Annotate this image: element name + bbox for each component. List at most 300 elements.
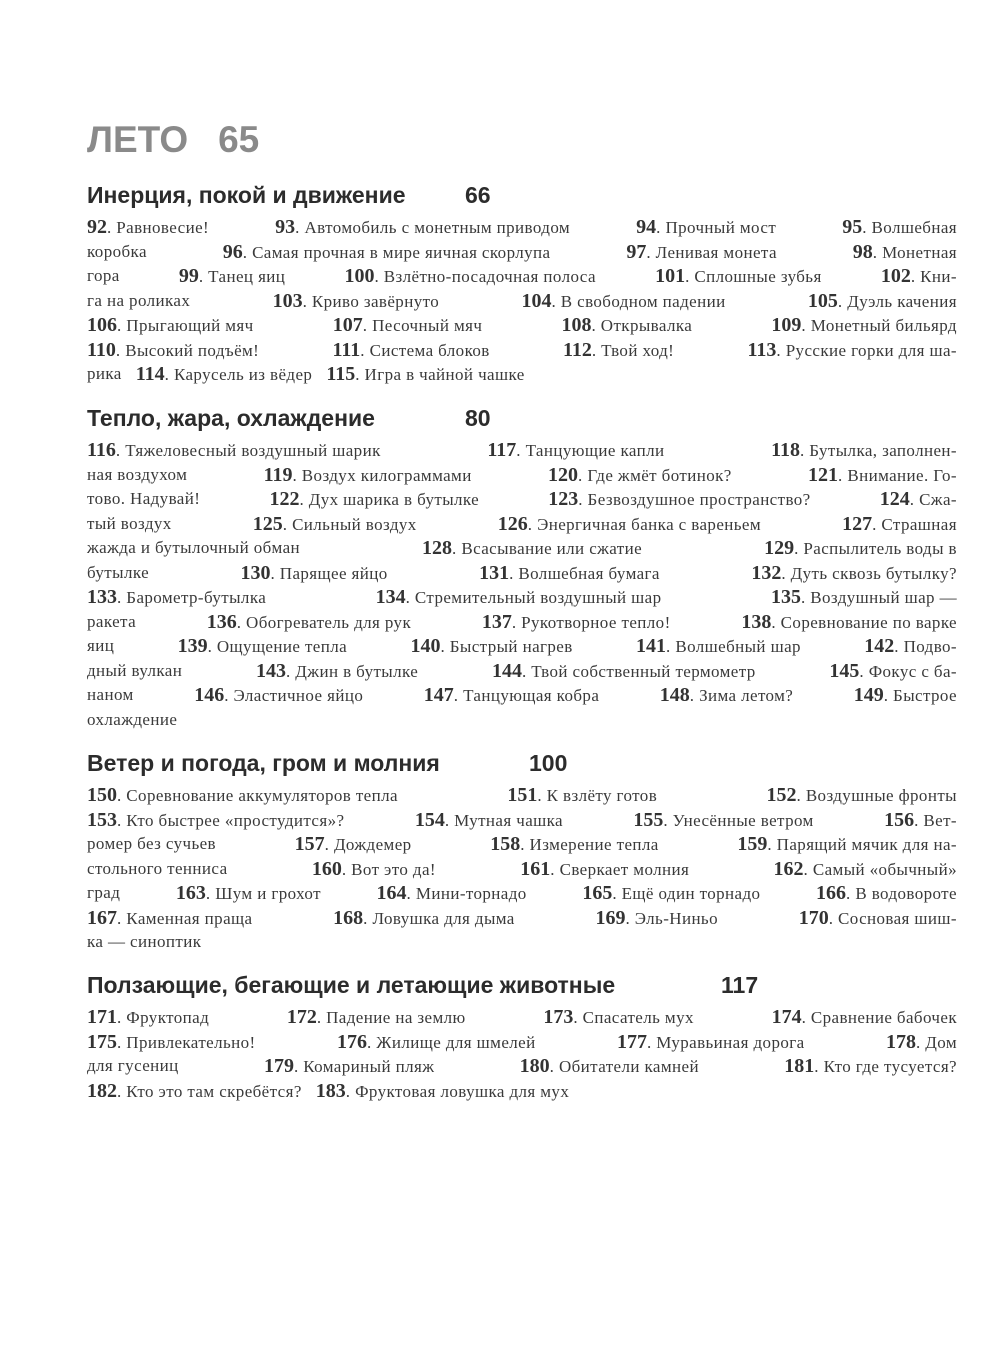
entry-number: 139 [177,635,208,657]
toc-entry [617,1030,805,1055]
entry-number: 134 [375,586,406,608]
toc-entry [520,1054,699,1079]
toc-line [87,536,957,561]
entry-title: тый воздух [87,513,172,533]
toc-entry [548,487,810,512]
entry-number: 156 [884,808,915,831]
toc-entry [178,634,348,659]
toc-line [87,215,957,240]
entry-title: . Твой собственный термометр [521,661,756,681]
entry-title: . Ловушка для дыма [363,908,515,928]
toc-entry [194,683,363,708]
toc-entry [253,512,417,537]
toc-entry [87,215,209,240]
part-title [87,118,259,162]
toc-line [87,906,957,931]
entry-number: 165 [582,882,613,904]
entry-number: 151 [507,784,538,806]
toc-entry [87,264,120,289]
toc-entry [87,1054,179,1079]
entry-number: 178 [885,1030,916,1053]
entry-title: . Каменная праща [117,908,253,928]
entry-number: 180 [519,1055,550,1077]
toc-entry [842,512,957,537]
entry-number: 98 [852,240,873,263]
toc-entry [507,783,657,808]
section-heading [87,404,957,432]
toc-entry [799,906,957,931]
toc-entry [87,832,216,857]
entry-number: 153 [87,808,117,831]
toc-line [87,438,957,463]
entry-number: 179 [263,1055,294,1077]
entry-title: . Прочный мост [656,218,777,237]
entry-title: . Сравнение бабочек [801,1008,957,1027]
entry-title: . Русские горки для ша- [776,340,957,360]
section-title: Инерция, покой и движение [87,182,406,208]
entry-number: 96 [222,240,243,263]
entry-title: . Высокий подъём! [115,340,260,360]
entry-number: 158 [490,833,521,855]
entry-number: 136 [206,610,237,633]
toc-line [87,610,957,635]
entry-title: ка — синоптик [87,932,202,951]
toc-entry [808,463,957,488]
toc-line [87,463,957,488]
toc-entry [626,240,777,265]
entry-number: 140 [410,635,441,657]
entry-title: . Сплошные зубья [685,267,822,286]
entry-number: 133 [87,586,117,608]
section-heat [87,404,957,732]
entry-number: 102 [880,265,911,287]
toc-entry [87,906,252,931]
entry-title: . Открывалка [591,316,693,335]
entry-title: дный вулкан [87,660,183,680]
toc-entry [87,585,266,610]
entry-title: охлаждение [87,709,178,729]
entry-number: 175 [87,1030,117,1053]
entry-number: 108 [561,314,592,336]
toc-entry [562,313,693,338]
entry-number: 107 [332,314,363,336]
entry-title: . Волшебная бумага [509,563,660,583]
toc-line [87,289,957,314]
entry-number: 99 [178,265,199,287]
entry-number: 137 [481,610,512,633]
toc-entry [344,264,595,289]
section-title: Ползающие, бегающие и летающие животные [87,972,616,998]
toc-entry [207,610,411,635]
entry-number: 112 [562,338,592,361]
entry-title: . Самая прочная в мире яичная скорлупа [242,242,551,262]
entry-title: . Сильный воздух [282,514,417,534]
entry-title: стольного тенниса [87,858,228,878]
entry-title: . Подво- [894,637,957,656]
entry-number: 146 [194,684,225,706]
section-heading [87,971,957,999]
entry-title: . Парящее яйцо [270,563,388,583]
entry-number: 164 [376,882,407,904]
toc-entry [264,1054,434,1079]
entry-title: . Ощущение тепла [207,637,348,656]
entry-title: . Твой ход! [591,340,675,360]
entry-title: . Джин в бутылке [286,661,419,681]
entry-number: 101 [655,265,686,287]
entry-number: 124 [879,488,910,510]
entry-title: . Монетный бильярд [801,316,957,335]
entry-number: 174 [771,1006,802,1028]
entry-title: . Кто где тусуется? [814,1057,957,1076]
toc-entry [854,683,957,708]
entry-title: . Воздушный шар — [800,588,957,607]
entry-number: 162 [773,857,804,880]
toc-entry [487,438,664,463]
entry-number: 129 [764,537,795,559]
entry-title: . Страшная [872,514,957,534]
entry-title: . Самый «обычный» [803,859,957,879]
entry-number: 113 [747,338,777,361]
entry-title: . Вет- [914,810,957,830]
entry-title: . Тяжеловесный воздушный шарик [115,441,381,460]
toc-entry [498,512,761,537]
entry-title: гора [87,266,120,285]
toc-entry [269,487,479,512]
toc-line [87,857,957,882]
entry-title: . Рукотворное тепло! [511,612,671,632]
toc-line [87,1030,957,1055]
section-title: Ветер и погода, гром и молния [87,750,440,776]
entry-title: . Волшебная [862,218,957,237]
toc-entry [240,561,387,586]
entry-title: . Фокус с ба- [859,661,957,681]
entry-number: 141 [636,635,667,657]
entry-number: 150 [87,784,117,806]
entry-title: . Внимание. Го- [838,465,957,485]
toc-entry [179,264,285,289]
toc-entry [87,338,259,363]
entry-title: . Дуть сквозь бутылку? [781,563,957,583]
entry-title: . Привлекательно! [117,1032,256,1052]
toc-entry [223,240,551,265]
toc-line [87,708,957,733]
entry-title: . Система блоков [360,340,490,360]
toc-entry [884,808,957,833]
entry-title: . В свободном падении [551,291,726,311]
entry-number: 135 [770,586,801,608]
entry-title: . Падение на землю [316,1008,466,1027]
entry-title: . Быстрое [883,686,957,705]
section-animals [87,971,957,1103]
section-heading [87,749,957,777]
toc-entry [295,832,412,857]
toc-entry [886,1030,957,1055]
entry-number: 145 [829,659,860,682]
entry-number: 106 [87,314,117,336]
entry-title: . Ленивая монета [646,242,777,262]
toc-line [87,832,957,857]
toc-entry [87,362,122,387]
toc-entry [87,536,300,561]
toc-entry [521,289,725,314]
entry-title: . Ещё один торнадо [612,884,761,903]
entry-title: бутылке [87,562,150,582]
entry-number: 147 [423,684,454,706]
entry-number: 176 [336,1030,367,1053]
entry-number: 170 [798,906,829,929]
toc-entry [636,215,776,240]
toc-entry [87,634,114,659]
section-inertia [87,181,957,387]
toc-entry [136,362,313,387]
toc-entry [264,463,472,488]
entry-title: . Эластичное яйцо [224,686,364,705]
toc-line [87,783,957,808]
entry-number: 127 [842,512,873,535]
entry-title: . Сжа- [909,490,957,509]
toc-entry [655,264,822,289]
entry-title: рика [87,364,122,383]
section-weather [87,749,957,955]
entry-number: 119 [263,463,293,486]
toc-entry [492,659,756,684]
entry-title: . Волшебный шар [666,637,801,656]
entry-title: . Игра в чайной чашке [355,365,525,384]
entry-title: . Криво завёрнуто [302,291,440,311]
entry-number: 110 [87,338,116,361]
toc-entry [479,561,660,586]
toc-entry [520,857,689,882]
entry-number: 167 [87,906,117,929]
toc-line [87,585,957,610]
toc-entry [422,536,642,561]
toc-entry [881,264,957,289]
section-title: Тепло, жара, охлаждение [87,405,375,431]
toc-entry [316,1079,569,1104]
toc-entry [273,289,440,314]
toc-line [87,487,957,512]
toc-line [87,1079,957,1104]
entry-title: . В водовороте [846,884,957,903]
toc-entry [808,289,957,314]
toc-entry [582,881,760,906]
entry-number: 111 [332,338,361,361]
entry-title: жажда и бутылочный обман [87,538,301,557]
entry-title: тово. Надувай! [87,489,201,508]
toc-entry [87,857,228,882]
toc-line [87,240,957,265]
toc-entry [87,512,172,537]
entry-title: яиц [87,636,115,655]
entry-number: 149 [853,684,884,706]
toc-entry [424,683,600,708]
entry-number: 125 [252,512,283,535]
entry-title: . Шум и грохот [205,884,321,903]
toc-entry [751,561,957,586]
entry-number: 118 [771,439,800,461]
entry-number: 159 [737,833,768,855]
entry-number: 148 [659,684,690,706]
entry-title: . Эль-Ниньо [625,908,718,928]
section-heading [87,181,957,209]
entry-title: . Соревнование аккумуляторов тепла [117,786,398,805]
toc-entry [337,1030,536,1055]
toc-entry [87,659,182,684]
toc-line [87,264,957,289]
toc-entry [771,585,957,610]
entry-title: . Танец яиц [198,267,286,286]
toc-entry [312,857,436,882]
entry-number: 172 [286,1006,317,1028]
toc-entry [87,683,134,708]
entry-title: ромер без сучьев [87,834,216,853]
toc-entry [87,561,149,586]
toc-entry [87,240,147,265]
toc-entry [87,1005,209,1030]
toc-entry [176,881,321,906]
toc-line [87,512,957,537]
toc-entry [636,634,801,659]
entry-number: 168 [333,906,364,929]
entry-title: . Сосновая шиш- [828,908,957,928]
entry-title: . Обитатели камней [549,1057,699,1076]
entry-title: ракета [87,611,137,631]
entry-title: . Распылитель воды в [794,539,957,558]
entry-title: . Быстрый нагрев [440,637,573,656]
entry-number: 115 [326,363,356,385]
entry-title: . Мини-торнадо [406,884,527,903]
entry-number: 104 [521,289,552,312]
toc-entry [87,783,398,808]
toc-entry [287,1005,466,1030]
toc-line [87,1054,957,1079]
toc-entry [482,610,671,635]
entry-number: 144 [491,659,522,682]
entry-title: . Муравьиная дорога [646,1032,805,1052]
entry-title: . Где жмёт ботинок? [578,465,732,485]
section-entries [87,215,957,387]
entry-number: 169 [595,906,626,929]
entry-number: 181 [784,1055,815,1077]
toc-entry [377,881,527,906]
entry-title: . Воздушные фронты [796,786,957,805]
entry-title: . Парящий мячик для на- [767,835,957,854]
toc-line [87,313,957,338]
toc-entry [87,313,254,338]
entry-title: . Равновесие! [107,218,210,237]
section-page-number: 66 [465,182,491,208]
section-page-number: 100 [529,750,568,776]
entry-title: . Соревнование по варке [771,612,957,632]
toc-entry [842,215,957,240]
entry-number: 131 [479,561,510,584]
entry-title: коробка [87,241,147,261]
toc-line [87,930,957,955]
entry-number: 163 [175,882,206,904]
toc-entry [784,1054,957,1079]
entry-title: . Всасывание или сжатие [452,539,643,558]
entry-title: . Жилище для шмелей [366,1032,536,1052]
toc-entry [737,832,957,857]
toc-entry [87,708,177,733]
entry-number: 130 [240,561,271,584]
entry-title: . Комариный пляж [293,1057,435,1076]
entry-title: . Энергичная банка с вареньем [527,514,762,534]
entry-title: . Танцующие капли [516,441,665,460]
entry-title: . Унесённые ветром [663,810,814,830]
entry-number: 120 [548,463,579,486]
entry-number: 92 [87,216,107,238]
entry-title: . Карусель из вёдер [164,365,313,384]
entry-number: 114 [135,363,165,385]
entry-number: 171 [87,1006,117,1028]
entry-number: 109 [771,314,802,336]
toc-entry [87,463,187,488]
toc-line [87,683,957,708]
toc-line [87,634,957,659]
toc-entry [660,683,793,708]
toc-line [87,561,957,586]
entry-title: . Барометр-бутылка [117,588,267,607]
entry-title: . Фруктопад [117,1008,210,1027]
entry-title: . К взлёту готов [537,786,658,805]
toc-entry [87,808,344,833]
entry-number: 154 [414,808,445,831]
part-title-text: ЛЕТО [87,119,189,160]
toc-entry [326,362,524,387]
entry-number: 152 [766,784,797,806]
entry-title: . Дуэль качения [837,291,957,311]
entry-title: град [87,883,121,902]
entry-number: 183 [315,1079,346,1102]
toc-entry [87,438,381,463]
entry-number: 126 [497,512,528,535]
entry-title: . Дом [915,1032,957,1052]
toc-entry [87,610,136,635]
entry-title: наном [87,685,134,704]
entry-number: 160 [311,857,342,880]
entry-number: 95 [842,216,863,238]
section-entries [87,783,957,955]
entry-number: 100 [344,265,375,287]
entry-title: . Измерение тепла [520,835,659,854]
entry-title: . Обогреватель для рук [236,612,412,632]
section-entries [87,1005,957,1103]
entry-title: . Зима летом? [689,686,794,705]
entry-title: . Воздух килограммами [292,465,472,485]
entry-title: ная воздухом [87,464,188,484]
toc-entry [87,1079,302,1104]
entry-number: 155 [633,808,664,831]
toc-entry [880,487,957,512]
toc-entry [633,808,813,833]
entry-title: . Песочный мяч [362,316,483,335]
toc-line [87,362,957,387]
entry-title: . Спасатель мух [573,1008,694,1027]
section-page-number: 117 [721,972,759,998]
toc-entry [563,338,674,363]
section-entries [87,438,957,732]
toc-entry [333,313,483,338]
toc-entry [771,438,957,463]
toc-entry [410,634,572,659]
entry-title: . Танцующая кобра [453,686,600,705]
toc-entry [829,659,957,684]
entry-title: . Фруктовая ловушка для мух [345,1081,570,1101]
toc-entry [853,240,957,265]
toc-entry [864,634,957,659]
toc-entry [415,808,563,833]
